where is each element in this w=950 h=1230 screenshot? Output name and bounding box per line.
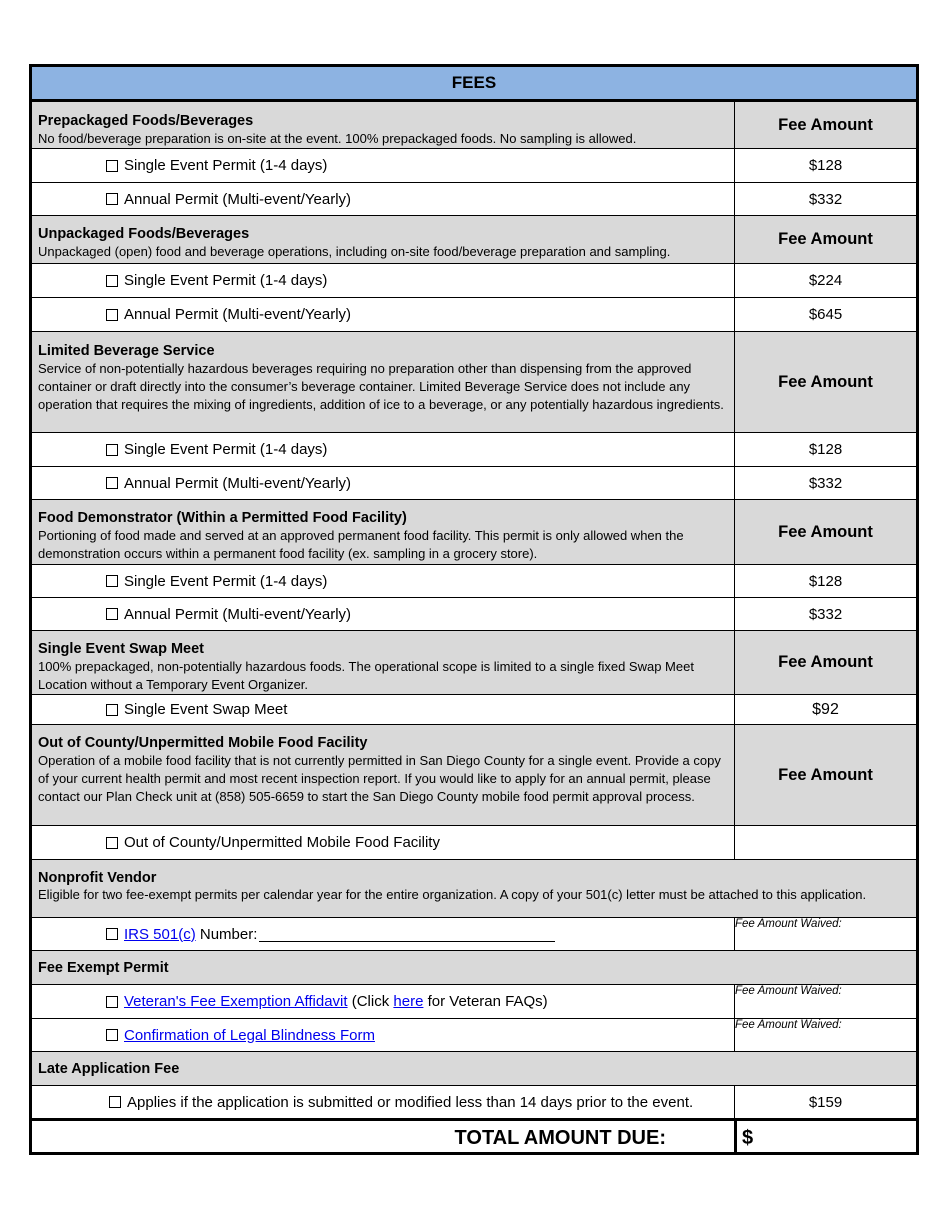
section-header [32, 99, 916, 148]
veteran-affidavit-link[interactable]: Veteran's Fee Exemption Affidavit [124, 993, 348, 1010]
option-row [32, 432, 916, 466]
checkbox[interactable] [106, 996, 118, 1008]
section-description: Unpackaged (open) food and beverage operations, including on-site food/beverage preparation and sampling. [38, 244, 671, 259]
section-title: Food Demonstrator (Within a Permitted Food Facility) [38, 510, 407, 526]
nonprofit-description: Eligible for two fee-exempt permits per calendar year for the entire organization. A copy of your 501(c) letter must be attached to this application. [38, 887, 867, 902]
option-label: Annual Permit (Multi-event/Yearly) [124, 190, 352, 208]
late-fee-label: Applies if the application is submitted or modified less than 14 days prior to the event. [127, 1093, 694, 1111]
checkbox[interactable] [106, 704, 118, 716]
section-title: Unpackaged Foods/Beverages [38, 226, 250, 242]
option-row [32, 597, 916, 630]
checkbox[interactable] [106, 193, 118, 205]
fee-amount-header: Fee Amount [778, 230, 873, 248]
checkbox[interactable] [106, 477, 118, 489]
option-label: Single Event Permit (1-4 days) [124, 157, 328, 174]
veteran-click-text: (Click [347, 993, 394, 1010]
section-header [32, 331, 916, 432]
checkbox[interactable] [106, 575, 118, 587]
late-fee-row [32, 1085, 916, 1118]
option-label: Annual Permit (Multi-event/Yearly) [124, 474, 352, 492]
checkbox[interactable] [106, 309, 118, 321]
veteran-row [32, 984, 916, 1018]
checkbox[interactable] [106, 275, 118, 287]
option-label: Single Event Swap Meet [124, 701, 288, 718]
fee-amount-header: Fee Amount [778, 115, 873, 134]
late-fee-header [32, 1051, 916, 1085]
veteran-faq-text: for Veteran FAQs) [423, 993, 548, 1010]
legal-blindness-link[interactable]: Confirmation of Legal Blindness Form [124, 1026, 375, 1044]
section-description: 100% prepackaged, non-potentially hazardous foods. The operational scope is limited to a single fixed Swap Meet Location without a Temporary Event Organizer. [38, 659, 694, 692]
fee-amount-header: Fee Amount [778, 372, 873, 391]
irs-number-field[interactable] [259, 927, 555, 942]
fees-table [29, 64, 919, 1155]
checkbox[interactable] [106, 608, 118, 620]
total-row [32, 1118, 916, 1155]
fee-value: $332 [808, 605, 843, 623]
section-description: Operation of a mobile food facility that is not currently permitted in San Diego County for a single event. Provide a copy of your current health permit and most recent inspection report. If you would like to apply for an annual permit, please contact our Plan Check unit at (858) 505-6659 to start the San Diego County mobile food permit approval process. [38, 753, 721, 804]
fee-amount-header: Fee Amount [778, 765, 873, 784]
total-value[interactable]: $ [742, 1126, 754, 1149]
late-fee-title: Late Application Fee [38, 1060, 180, 1077]
section-header [32, 499, 916, 564]
option-row [32, 564, 916, 597]
option-label: Single Event Permit (1-4 days) [124, 572, 328, 590]
nonprofit-header [32, 859, 916, 917]
section-title: Limited Beverage Service [38, 343, 215, 359]
section-title: Prepackaged Foods/Beverages [38, 113, 254, 129]
fee-waived-label: Fee Amount Waived: [735, 1019, 842, 1031]
option-row [32, 148, 916, 182]
option-label: Out of County/Unpermitted Mobile Food Facility [124, 834, 440, 851]
late-fee-value: $159 [808, 1093, 843, 1111]
option-row [32, 694, 916, 724]
option-label: Annual Permit (Multi-event/Yearly) [124, 306, 352, 323]
option-label: Single Event Permit (1-4 days) [124, 441, 328, 458]
checkbox[interactable] [106, 837, 118, 849]
fee-exempt-title: Fee Exempt Permit [38, 959, 169, 976]
checkbox[interactable] [106, 1029, 118, 1041]
checkbox[interactable] [106, 444, 118, 456]
fee-value: $645 [808, 306, 843, 323]
option-row [32, 825, 916, 859]
option-row [32, 297, 916, 331]
fee-value: $128 [808, 572, 843, 590]
fee-value: $332 [808, 474, 843, 492]
veteran-faq-link[interactable]: here [393, 993, 424, 1010]
section-description: No food/beverage preparation is on-site at the event. 100% prepackaged foods. No sampling is allowed. [38, 131, 637, 146]
blindness-row [32, 1018, 916, 1051]
nonprofit-row [32, 917, 916, 950]
fee-value: $332 [808, 190, 843, 208]
irs-501c-link[interactable]: IRS 501(c) [124, 925, 196, 943]
section-header [32, 215, 916, 263]
option-label: Single Event Permit (1-4 days) [124, 272, 328, 289]
section-title: Single Event Swap Meet [38, 641, 204, 657]
total-label: TOTAL AMOUNT DUE: [454, 1126, 666, 1149]
fee-waived-label: Fee Amount Waived: [735, 918, 842, 930]
option-label: Annual Permit (Multi-event/Yearly) [124, 605, 352, 623]
number-label: Number: [199, 925, 258, 943]
section-title: Out of County/Unpermitted Mobile Food Facility [38, 735, 368, 751]
fee-value: $92 [812, 700, 839, 718]
option-row [32, 466, 916, 499]
checkbox[interactable] [109, 1096, 121, 1108]
section-header [32, 630, 916, 694]
nonprofit-title: Nonprofit Vendor [38, 870, 157, 886]
fee-waived-label: Fee Amount Waived: [735, 985, 842, 997]
fee-exempt-header [32, 950, 916, 984]
option-row [32, 182, 916, 215]
section-header [32, 724, 916, 825]
fee-value: $224 [808, 272, 843, 289]
fee-amount-header: Fee Amount [778, 522, 873, 541]
checkbox[interactable] [106, 928, 118, 940]
checkbox[interactable] [106, 160, 118, 172]
section-description: Portioning of food made and served at an approved permanent food facility. This permit is only allowed when the demonstration occurs within a permanent food facility (ex. sampling in a grocery store). [38, 528, 684, 561]
fee-amount-header: Fee Amount [778, 653, 873, 671]
fee-value: $128 [808, 157, 843, 174]
option-row [32, 263, 916, 297]
fees-title: FEES [451, 73, 497, 92]
fees-header [32, 67, 916, 99]
fee-value: $128 [808, 441, 843, 458]
section-description: Service of non-potentially hazardous beverages requiring no preparation other than dispensing from the approved container or draft directly into the consumer’s beverage container. Limited Beverage Service does not include any operation that requires the mixing of ingredients, addition of ice to a beverage, or any potentially hazardous ingredients. [38, 361, 724, 412]
